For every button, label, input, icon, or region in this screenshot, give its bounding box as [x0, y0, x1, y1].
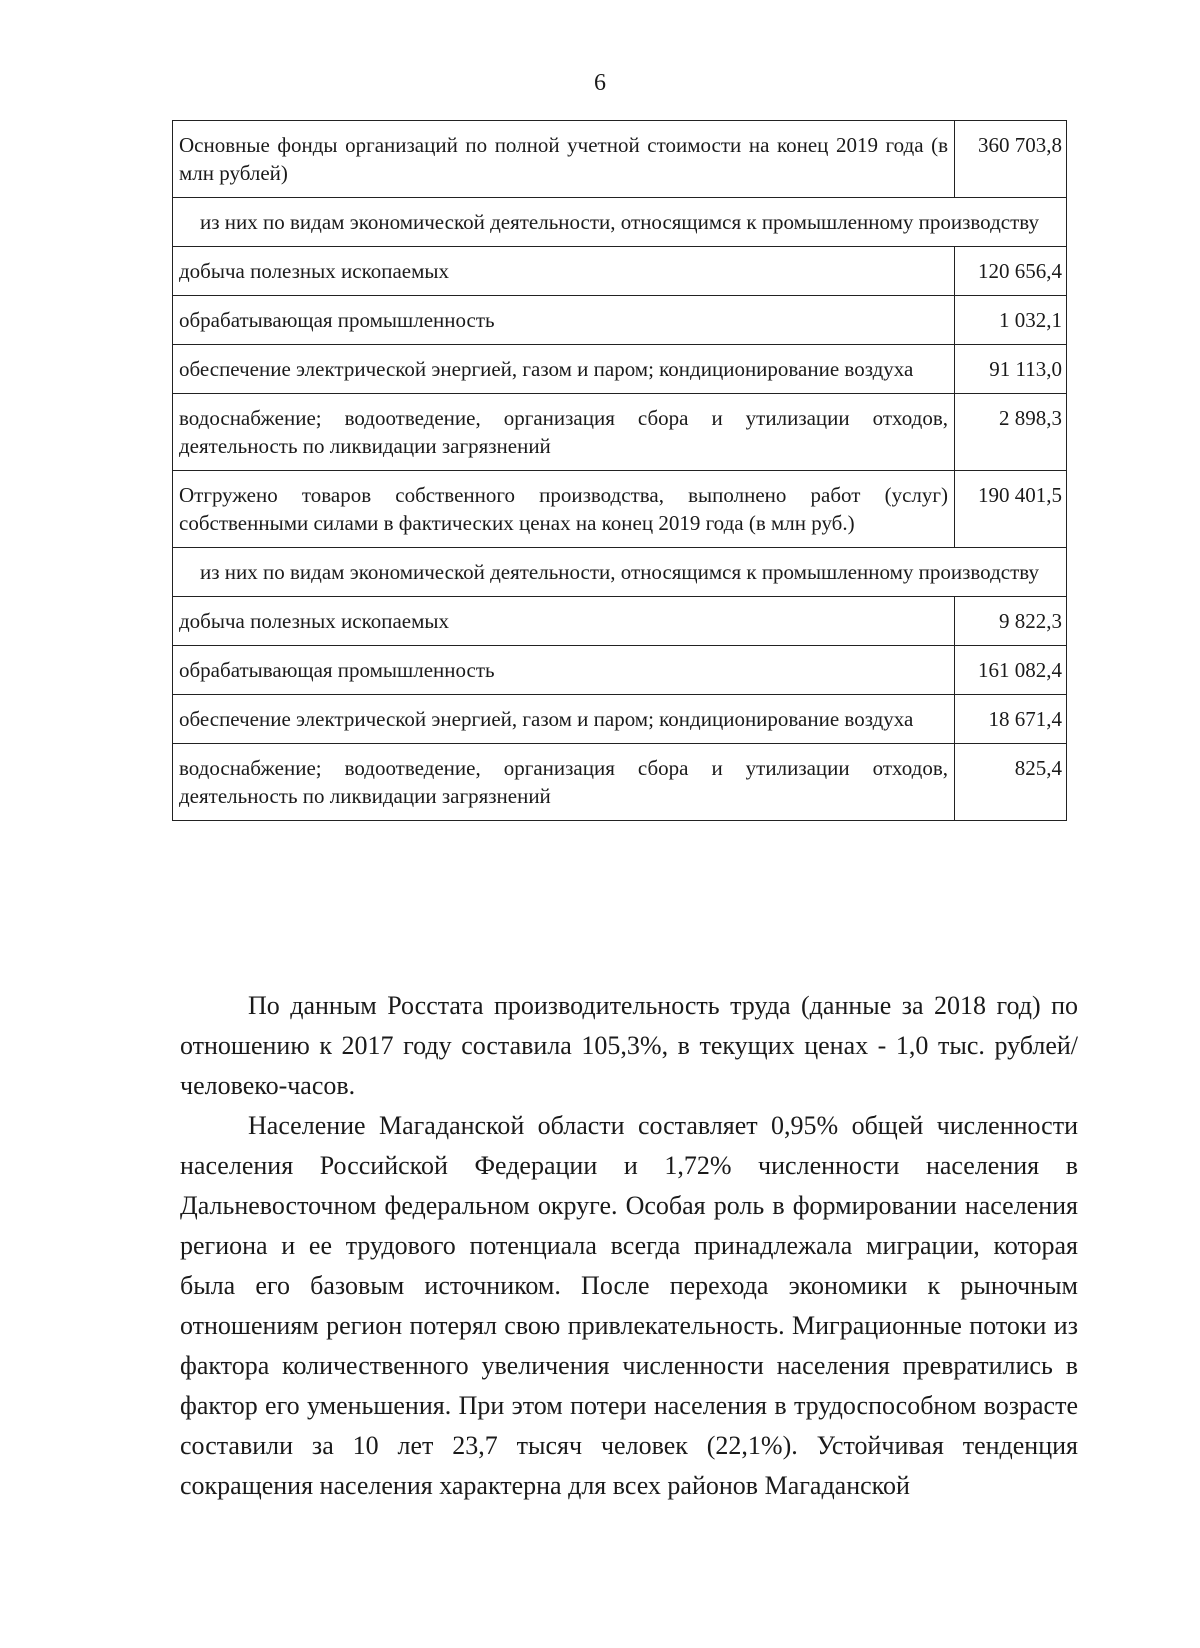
- row-value: 18 671,4: [955, 695, 1067, 744]
- row-label: обеспечение электрической энергией, газом и паром; кондиционирование воздуха: [173, 345, 955, 394]
- body-text: [180, 986, 1078, 1506]
- table-row: [173, 597, 1067, 646]
- row-value: 9 822,3: [955, 597, 1067, 646]
- paragraph-labor-productivity: По данным Росстата производительность труда (данные за 2018 год) по отношению к 2017 году составила 105,3%, в текущих ценах - 1,0 тыс. рублей/человеко-часов.: [180, 991, 1078, 1100]
- paragraph-population: Население Магаданской области составляет 0,95% общей численности населения Российской Федерации и 1,72% численности населения в Дальневосточном федеральном округе. Особая роль в формировании населения региона и ее трудового потенциала всегда принадлежала миграции, которая была его базовым источником. После перехода экономики к рыночным отношениям регион потерял свою привлекательность. Миграционные потоки из фактора количественного увеличения численности населения превратились в фактор его уменьшения. При этом потери населения в трудоспособном возрасте составили за 10 лет 23,7 тысяч человек (22,1%). Устойчивая тенденция сокращения населения характерна для всех районов Магаданской: [180, 1111, 1078, 1500]
- table-row: [173, 394, 1067, 471]
- row-label: водоснабжение; водоотведение, организация сбора и утилизации отходов, деятельность по ликвидации загрязнений: [173, 744, 955, 821]
- row-label: добыча полезных ископаемых: [173, 247, 955, 296]
- table-row: [173, 121, 1067, 198]
- row-value: 1 032,1: [955, 296, 1067, 345]
- table-row: [173, 471, 1067, 548]
- table-group-row: [173, 198, 1067, 247]
- row-value: 190 401,5: [955, 471, 1067, 548]
- table-row: [173, 646, 1067, 695]
- row-value: 120 656,4: [955, 247, 1067, 296]
- table-row: [173, 744, 1067, 821]
- page-number: 6: [594, 70, 606, 96]
- table-row: [173, 296, 1067, 345]
- row-label: Основные фонды организаций по полной учетной стоимости на конец 2019 года (в млн рублей): [173, 121, 955, 198]
- row-value: 2 898,3: [955, 394, 1067, 471]
- row-value: 360 703,8: [955, 121, 1067, 198]
- table-row: [173, 695, 1067, 744]
- row-label: добыча полезных ископаемых: [173, 597, 955, 646]
- row-value: 91 113,0: [955, 345, 1067, 394]
- group-heading: из них по видам экономической деятельности, относящимся к промышленному производству: [173, 548, 1067, 597]
- row-value: 825,4: [955, 744, 1067, 821]
- row-label: обрабатывающая промышленность: [173, 646, 955, 695]
- row-label: обрабатывающая промышленность: [173, 296, 955, 345]
- row-label: Отгружено товаров собственного производства, выполнено работ (услуг) собственными силами в фактических ценах на конец 2019 года (в млн руб.): [173, 471, 955, 548]
- row-label: обеспечение электрической энергией, газом и паром; кондиционирование воздуха: [173, 695, 955, 744]
- row-label: водоснабжение; водоотведение, организация сбора и утилизации отходов, деятельность по ликвидации загрязнений: [173, 394, 955, 471]
- row-value: 161 082,4: [955, 646, 1067, 695]
- statistics-table: [172, 120, 1067, 821]
- group-heading: из них по видам экономической деятельности, относящимся к промышленному производству: [173, 198, 1067, 247]
- table-row: [173, 247, 1067, 296]
- table-row: [173, 345, 1067, 394]
- table-group-row: [173, 548, 1067, 597]
